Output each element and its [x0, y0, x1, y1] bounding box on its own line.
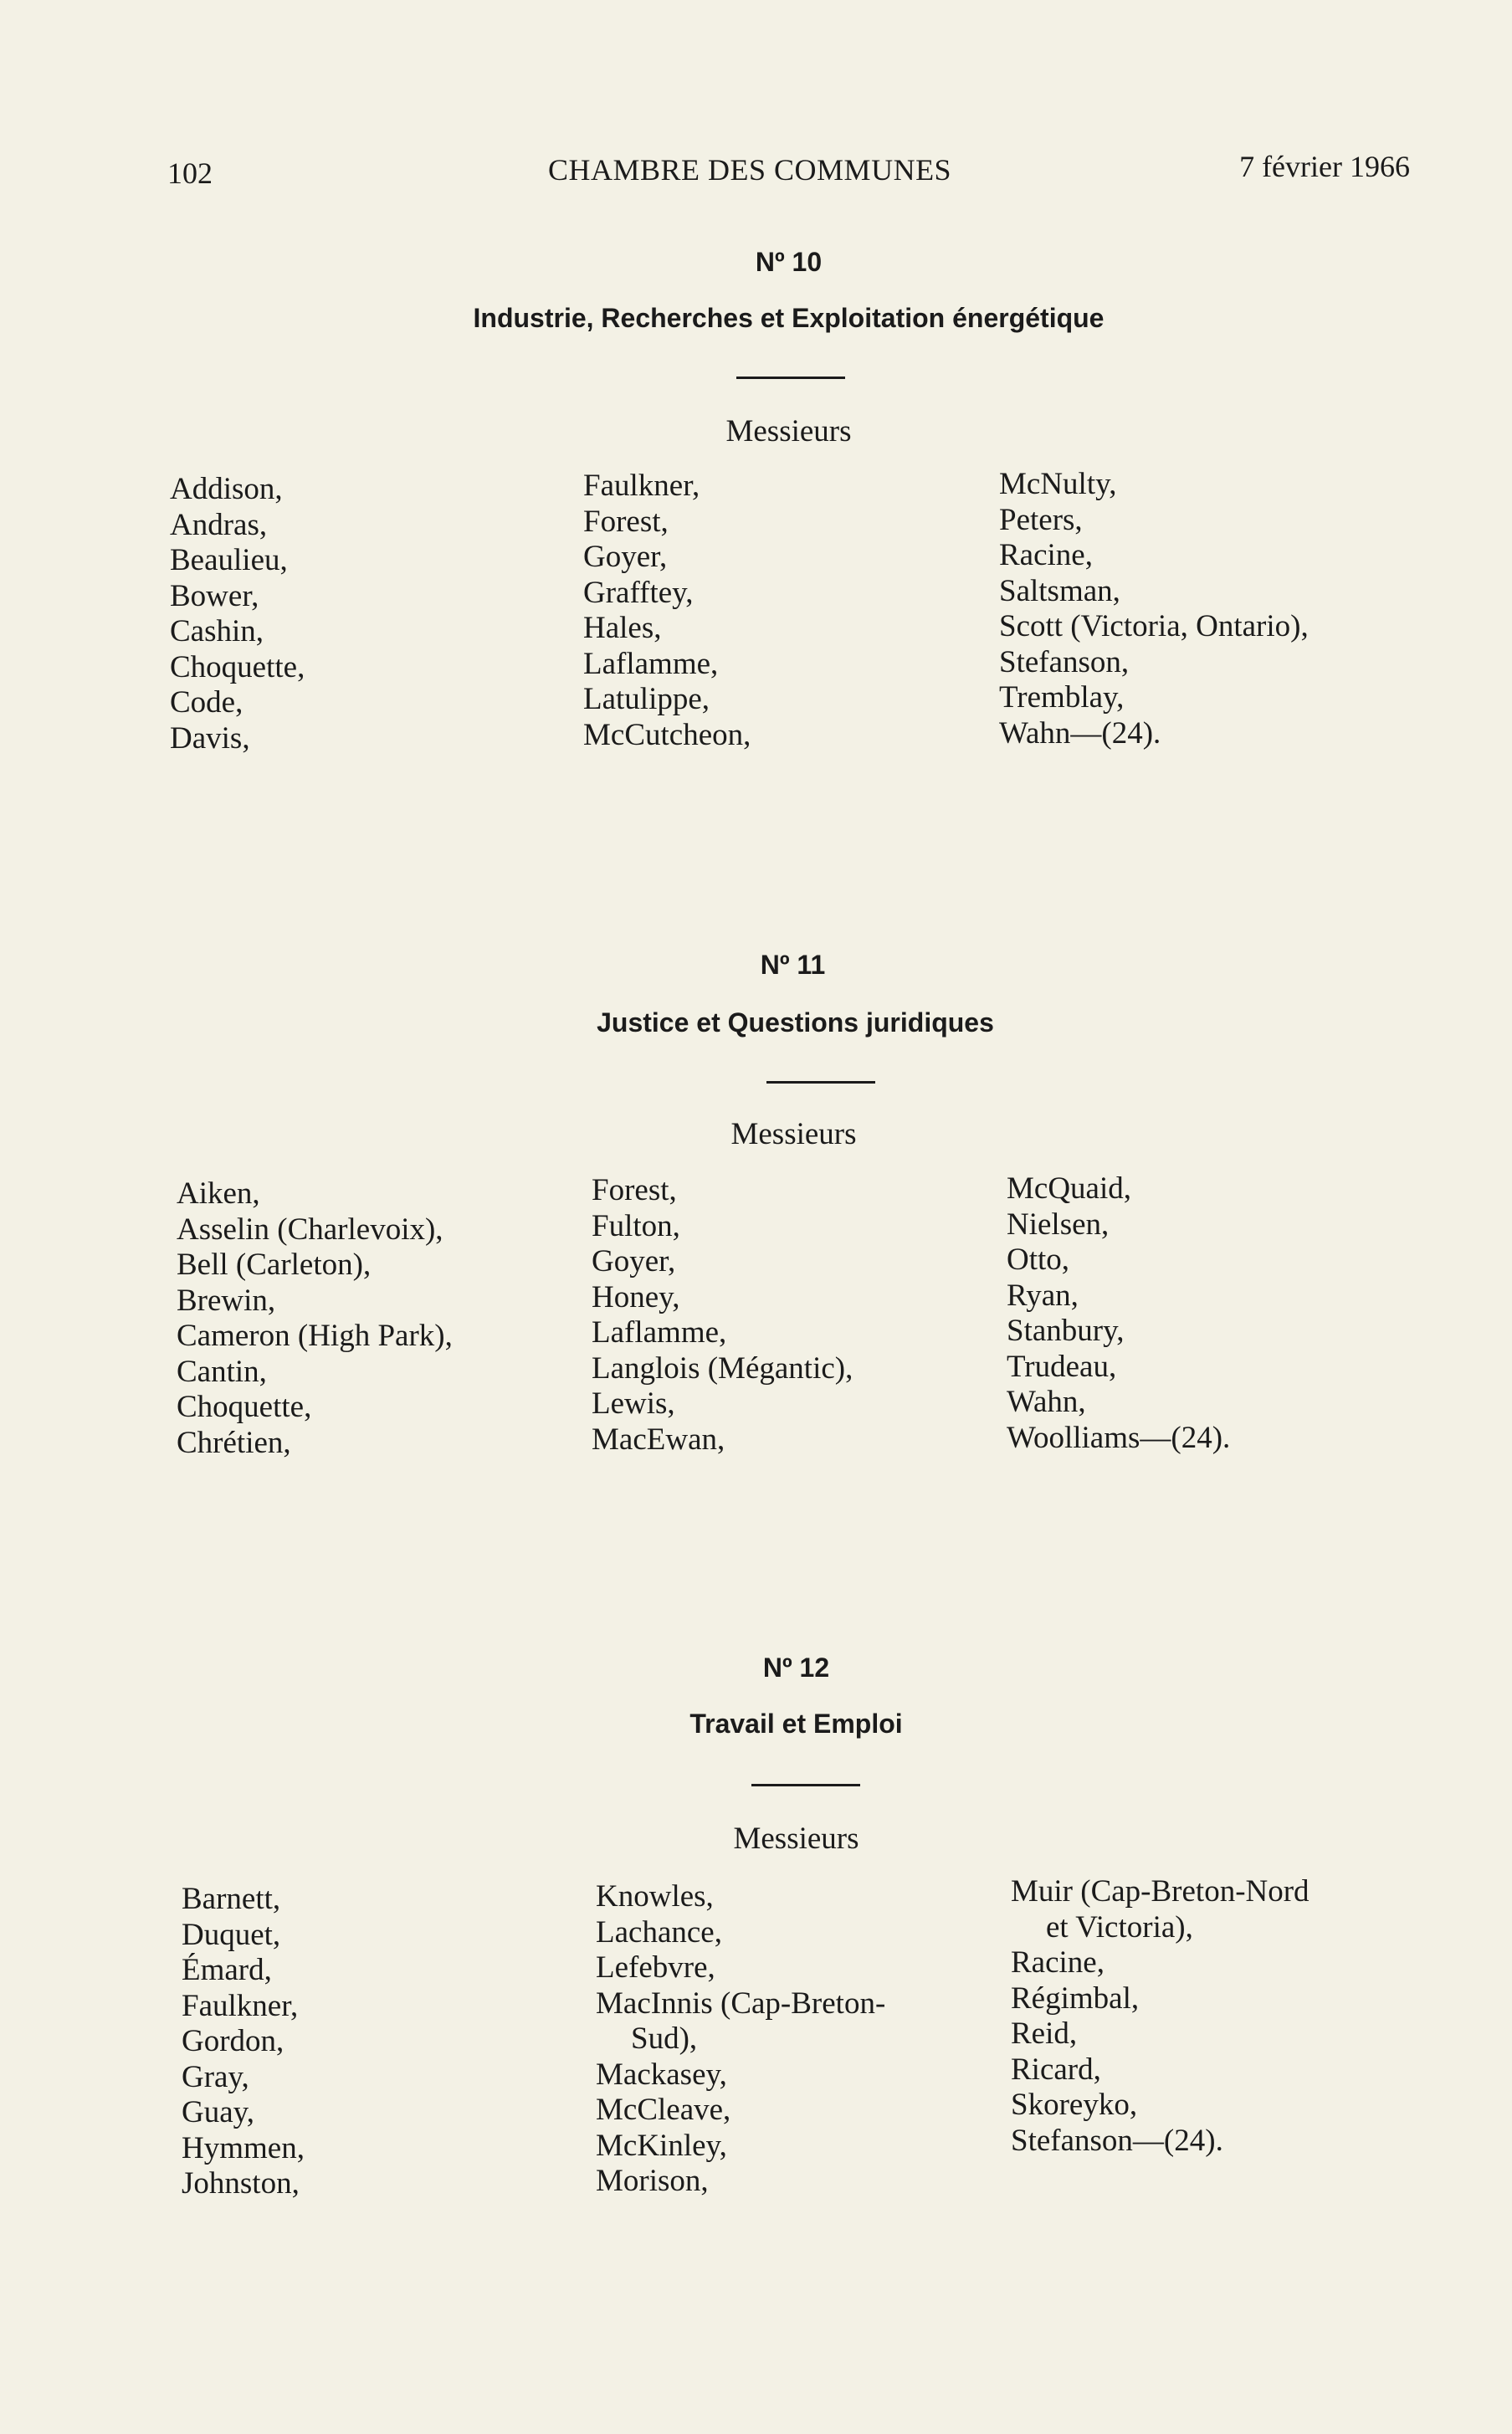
member-name: Gordon,: [182, 2024, 284, 2058]
member-name: Choquette,: [177, 1390, 312, 1424]
member-name: Asselin (Charlevoix),: [177, 1212, 443, 1247]
member-name: Otto,: [1007, 1243, 1070, 1277]
member-name: MacInnis (Cap-Breton-: [596, 1986, 886, 2021]
member-name: Peters,: [999, 502, 1083, 537]
member-name: Cantin,: [177, 1354, 267, 1389]
divider-rule: [736, 377, 845, 379]
member-name: McKinley,: [596, 2128, 727, 2163]
member-name: Stefanson—(24).: [1011, 2123, 1223, 2158]
member-name: Racine,: [1011, 1945, 1105, 1980]
member-column-1: [170, 472, 305, 756]
member-name: Mackasey,: [596, 2057, 727, 2092]
member-name: Tremblay,: [999, 680, 1125, 715]
member-name: McCutcheon,: [583, 717, 751, 752]
member-name: Latulippe,: [583, 682, 710, 716]
member-name: Hymmen,: [182, 2130, 305, 2165]
member-name: Lewis,: [592, 1386, 675, 1421]
divider-rule: [751, 1784, 860, 1786]
page-number: 102: [167, 156, 213, 190]
member-name: Beaulieu,: [170, 543, 288, 577]
committee-title: Travail et Emploi: [689, 1709, 903, 1739]
member-name-continuation: Sud),: [631, 2022, 698, 2056]
salutation: Messieurs: [725, 414, 852, 448]
member-name: Barnett,: [182, 1882, 281, 1916]
member-name: Ricard,: [1011, 2052, 1101, 2087]
committee-title: Industrie, Recherches et Exploitation énergétique: [473, 303, 1105, 333]
member-name: Wahn—(24).: [999, 715, 1161, 751]
member-name-continuation: et Victoria),: [1046, 1909, 1193, 1945]
member-name: Scott (Victoria, Ontario),: [999, 609, 1309, 643]
journal-title: CHAMBRE DES COMMUNES: [548, 153, 952, 187]
member-name: Addison,: [170, 472, 283, 506]
member-name: Gray,: [182, 2059, 249, 2094]
member-name: Bower,: [170, 578, 259, 613]
member-name: Racine,: [999, 538, 1093, 572]
member-name: MacEwan,: [592, 1422, 725, 1457]
committee-number: Nº 12: [762, 1653, 830, 1683]
member-name: Johnston,: [182, 2166, 300, 2201]
member-name: Laflamme,: [583, 646, 719, 681]
member-column-2: [596, 1879, 885, 2200]
member-name: Stefanson,: [999, 644, 1130, 679]
member-column-3: [1011, 1874, 1310, 2159]
member-column-2: [583, 469, 751, 753]
member-name: Cameron (High Park),: [177, 1319, 453, 1353]
member-name: Lachance,: [596, 1914, 722, 1950]
member-name: Muir (Cap-Breton-Nord: [1011, 1874, 1310, 1909]
member-name: Grafftey,: [583, 575, 694, 610]
committee-number: Nº 10: [755, 247, 823, 277]
member-name: Guay,: [182, 2095, 254, 2129]
page-header: [167, 149, 1410, 199]
committee-number: Nº 11: [760, 950, 826, 980]
member-name: Andras,: [170, 507, 268, 542]
member-name: Bell (Carleton),: [177, 1248, 372, 1282]
committee-section: [167, 243, 1410, 778]
member-name: Aiken,: [177, 1176, 260, 1211]
member-name: Régimbal,: [1011, 1981, 1140, 2016]
member-column-3: [1007, 1171, 1230, 1456]
member-name: Nielsen,: [1007, 1207, 1110, 1242]
member-name: Duquet,: [182, 1917, 281, 1952]
member-name: McNulty,: [999, 467, 1117, 501]
member-name: Hales,: [583, 611, 662, 645]
member-name: Knowles,: [596, 1879, 714, 1914]
member-name: Forest,: [583, 504, 669, 539]
member-name: Cashin,: [170, 614, 264, 648]
salutation: Messieurs: [730, 1117, 857, 1151]
member-name: Laflamme,: [592, 1315, 727, 1350]
member-name: Reid,: [1011, 2016, 1078, 2051]
member-name: Choquette,: [170, 649, 305, 684]
member-name: Code,: [170, 685, 243, 720]
member-column-2: [592, 1173, 853, 1458]
member-name: Faulkner,: [182, 1988, 299, 2023]
member-name: Langlois (Mégantic),: [592, 1350, 853, 1386]
member-name: Skoreyko,: [1011, 2088, 1138, 2122]
member-name: McCleave,: [596, 2093, 731, 2127]
committee-section: [167, 945, 1410, 1481]
member-name: Honey,: [592, 1279, 680, 1314]
member-name: Wahn,: [1007, 1385, 1086, 1419]
divider-rule: [766, 1081, 875, 1084]
member-name: Forest,: [592, 1173, 677, 1207]
member-column-1: [182, 1882, 305, 2202]
member-name: Chrétien,: [177, 1425, 291, 1460]
member-name: Brewin,: [177, 1283, 276, 1318]
member-name: Goyer,: [583, 540, 668, 574]
header-date: 7 février 1966: [1239, 150, 1410, 183]
member-name: Émard,: [182, 1953, 272, 1987]
committee-section: [167, 1648, 1410, 2234]
committee-title: Justice et Questions juridiques: [597, 1007, 994, 1038]
member-name: Trudeau,: [1007, 1349, 1117, 1384]
member-name: Woolliams—(24).: [1007, 1420, 1231, 1455]
salutation: Messieurs: [733, 1822, 859, 1856]
member-name: Faulkner,: [583, 469, 700, 503]
member-name: Goyer,: [592, 1244, 676, 1278]
member-name: McQuaid,: [1007, 1171, 1131, 1206]
member-name: Lefebvre,: [596, 1950, 715, 1985]
member-name: Fulton,: [592, 1208, 680, 1243]
member-name: Morison,: [596, 2164, 709, 2198]
member-column-1: [177, 1176, 453, 1461]
member-name: Ryan,: [1007, 1278, 1079, 1313]
member-name: Davis,: [170, 720, 250, 756]
member-column-3: [999, 467, 1309, 751]
member-name: Saltsman,: [999, 573, 1120, 608]
member-name: Stanbury,: [1007, 1314, 1125, 1348]
